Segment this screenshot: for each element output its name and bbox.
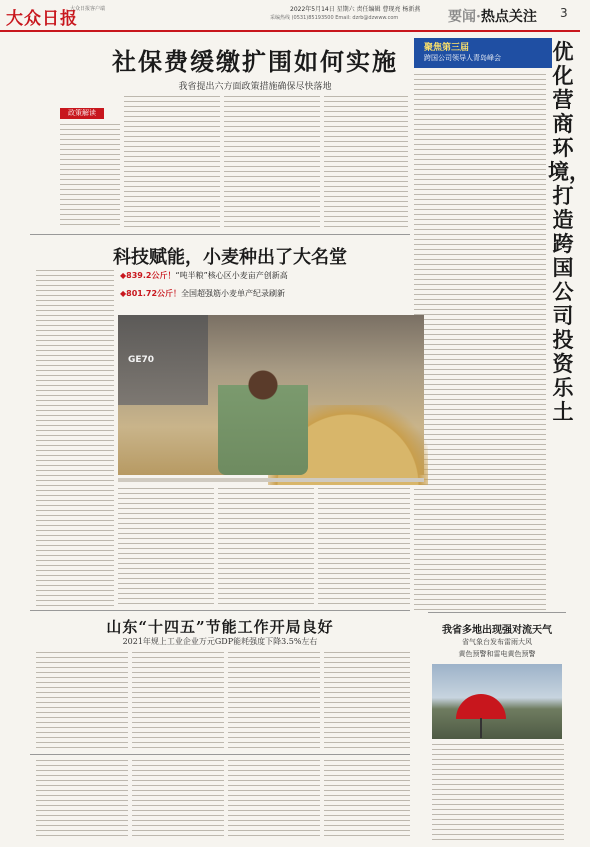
bottom-divider <box>30 754 410 755</box>
energy-headline: 山东“十四五”节能工作开局良好 <box>106 618 334 636</box>
lead-body-col2 <box>124 96 220 228</box>
lead-headline: 社保费缓缴扩围如何实施 <box>112 47 398 76</box>
feature-body-col1 <box>36 270 114 610</box>
energy-subheadline: 2021年规上工业企业万元GDP能耗强度下降3.5%左右 <box>122 637 318 646</box>
photo-farmer <box>218 355 308 475</box>
policy-tag: 政策解读 <box>60 108 104 119</box>
bottom-body-col2 <box>132 760 224 840</box>
logo-subtitle: 大众日报客户端 <box>70 6 106 12</box>
bottom-body-col1 <box>36 760 128 840</box>
feature-body-col4 <box>318 488 410 608</box>
energy-body-col2 <box>132 652 224 748</box>
weather-subhead-1: 省气象台发布雷雨大风 <box>462 638 532 646</box>
weather-subhead-2: 黄色预警和雷电黄色预警 <box>458 650 536 658</box>
weather-headline: 我省多地出现强对流天气 <box>442 625 552 636</box>
energy-divider <box>30 610 410 611</box>
newspaper-logo: 大众日报 <box>6 9 78 29</box>
summit-banner-title: 聚焦第三届 <box>424 43 470 53</box>
issue-date: 2022年5月14日 星期六 责任编辑 曹现亮 杨新燕 <box>290 6 421 13</box>
lead-body-col4 <box>324 96 408 228</box>
contact-line: 采编热线 (0531)85193500 Email: dzrb@dzwww.com <box>270 15 399 21</box>
photo-plate-text: GE70 <box>128 355 155 365</box>
lead-body-col1 <box>60 124 120 228</box>
photo-umbrella <box>456 694 506 719</box>
photo-caption-line <box>118 478 424 482</box>
energy-body-col3 <box>228 652 320 748</box>
feature-bullet-2: ◆801.72公斤！全国超强筋小麦单产纪录刷新 <box>120 289 286 298</box>
weather-divider <box>428 612 566 613</box>
lead-subheadline: 我省提出六方面政策措施确保尽快落地 <box>178 82 332 92</box>
energy-body-col1 <box>36 652 128 748</box>
weather-body <box>432 744 564 840</box>
divider-line <box>30 234 410 235</box>
vertical-headline: 优化营商环境，打造跨国公司投资乐土 <box>548 39 590 424</box>
feature-body-col2 <box>118 488 214 608</box>
page-number: 3 <box>560 6 568 20</box>
summit-body <box>414 74 546 610</box>
summit-banner-subtitle: 跨国公司领导人青岛峰会 <box>424 54 501 62</box>
feature-headline: 科技赋能，小麦种出了大名堂 <box>113 247 347 268</box>
energy-body-col4 <box>324 652 410 748</box>
feature-body-col3 <box>218 488 314 608</box>
rainstorm-photo <box>432 664 562 739</box>
bottom-body-col4 <box>324 760 410 840</box>
photo-umbrella-pole <box>480 718 482 738</box>
feature-bullet-1: ◆839.2公斤！“吨半粮”核心区小麦亩产创新高 <box>120 271 288 280</box>
lead-body-col3 <box>224 96 320 228</box>
bottom-body-col3 <box>228 760 320 840</box>
section-title: 要闻·热点关注 <box>448 9 537 25</box>
wheat-harvest-photo <box>118 315 424 475</box>
